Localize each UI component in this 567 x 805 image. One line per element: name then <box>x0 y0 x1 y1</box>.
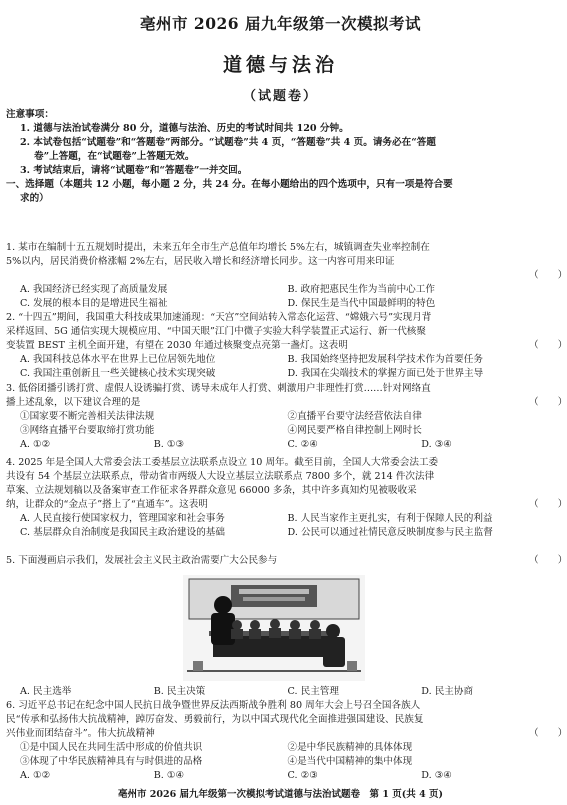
option-b: B. 人民当家作主更扎实，有利于保障人民的利益 <box>287 513 493 524</box>
question-stem: 3. 低俗团播引诱打赏、虚假人设诱骗打赏、诱导未成年人打赏、刺激用户非理性打赏……针对网络直 <box>6 383 431 394</box>
note-item: 3. 考试结束后，请将“试题卷”和“答题卷”一并交回。 <box>20 165 248 176</box>
option-b: B. ①④ <box>153 770 185 781</box>
option-d: D. 我国在尖端技术的掌握方面已处于世界主导 <box>287 368 484 379</box>
option-b: B. 民主决策 <box>153 686 206 697</box>
note-item: 卷”上答题，在“试题卷”上答题无效。 <box>34 151 195 162</box>
question-stem: 共设有 54 个基层立法联系点，带动省市两级人大设立基层立法联系点 7800 多个，就 214 件次法律 <box>6 471 435 482</box>
question-stem: 5. 下面漫画启示我们，发展社会主义民主政治需要广大公民参与 <box>6 555 278 566</box>
answer-paren: （ ） <box>529 555 567 566</box>
option-c: C. 发展的根本目的是增进民生福祉 <box>20 298 168 309</box>
question-4 <box>6 456 567 540</box>
question-2 <box>6 311 567 381</box>
option-d: D. 保民生是当代中国最鲜明的特色 <box>287 298 436 309</box>
question-1 <box>6 241 567 311</box>
subject-title: 道德与法治 <box>222 54 338 76</box>
statement-1: ①是中国人民在共同生活中形成的价值共识 <box>20 742 203 753</box>
question-stem: 6. 习近平总书记在纪念中国人民抗日战争暨世界反法西斯战争胜利 80 周年大会上号召全国各族人 <box>6 700 421 711</box>
option-a: A. 我国经济已经实现了高质量发展 <box>20 284 168 295</box>
exam-title: 亳州市 2026 届九年级第一次模拟考试 <box>140 14 421 33</box>
option-d: D. 公民可以通过社情民意反映制度参与民主监督 <box>287 527 493 538</box>
statement-4: ④是当代中国精神的集中体现 <box>287 756 413 767</box>
option-c: C. 基层群众自治制度是我国民主政治建设的基础 <box>20 527 225 538</box>
option-b: B. 我国始终坚持把发展科学技术作为首要任务 <box>287 354 483 365</box>
note-item: 2. 本试卷包括“试题卷”和“答题卷”两部分。“试题卷”共 4 页，“答题卷”共 4 页。请务必在“答题 <box>20 137 436 148</box>
notes-block <box>6 108 555 206</box>
option-d: D. ③④ <box>421 770 452 781</box>
statement-4: ④网民要严格自律控制上网时长 <box>287 425 422 436</box>
option-c: C. 民主管理 <box>287 686 339 697</box>
answer-paren: （ ） <box>529 340 567 351</box>
question-3 <box>6 382 567 452</box>
question-stem: 4. 2025 年是全国人大常委会法工委基层立法联系点设立 10 周年。截至目前，全国人大常委会法工委 <box>6 457 439 468</box>
statement-2: ②直播平台要守法经营依法自律 <box>287 411 422 422</box>
option-c: C. ②③ <box>287 770 318 781</box>
answer-paren: （ ） <box>529 270 567 281</box>
section-heading: 一、选择题（本题共 12 小题，每小题 2 分，共 24 分。在每小题给出的四个选项中，只有一项是符合要 <box>6 179 453 190</box>
statement-3: ③网络直播平台要取缔打赏功能 <box>20 425 155 436</box>
section-heading-cont: 求的） <box>20 193 49 204</box>
question-5 <box>6 554 567 568</box>
option-c: C. ②④ <box>287 439 318 450</box>
option-b: B. ①③ <box>153 439 185 450</box>
option-b: B. 政府把惠民生作为当前中心工作 <box>287 284 435 295</box>
question-stem: 纳，让群众的“金点子”搭上了“直通车”。这表明 <box>6 499 208 510</box>
option-a: A. 民主选举 <box>20 686 72 697</box>
answer-paren: （ ） <box>529 728 567 739</box>
option-c: C. 我国注重创新且一些关键核心技术实现突破 <box>20 368 216 379</box>
question-stem: 采样返回、5G 通信实现大规模应用、“中国天眼”江门中微子实验大科学装置正式运行、新一代核聚 <box>6 326 426 337</box>
question-6 <box>6 699 567 783</box>
cartoon-illustration <box>183 575 365 681</box>
question-stem: 1. 某市在编制十五五规划时提出，未来五年全市生产总值年均增长 5%左右，城镇调查失业率控制在 <box>6 242 430 253</box>
question-stem: 2. “十四五”期间，我国重大科技成果加速涌现：“天宫”空间站转入常态化运营、“嫦娥六号”实现月背 <box>6 312 432 323</box>
statement-1: ①国家要不断完善相关法律法规 <box>20 411 155 422</box>
question-stem: 草案、立法规划稿以及备案审查工作征求各界群众意见 66000 多条，其中许多真知灼见被吸收采 <box>6 485 417 496</box>
paper-type: （试题卷） <box>242 89 318 104</box>
note-item: 1. 道德与法治试卷满分 80 分，道德与法治、历史的考试时间共 120 分钟。 <box>20 123 349 134</box>
answer-paren: （ ） <box>529 397 567 408</box>
option-a: A. 我国科技总体水平在世界上已位居领先地位 <box>20 354 216 365</box>
question-stem: 民“传承和弘扬伟大抗战精神，踔厉奋发、勇毅前行，为以中国式现代化全面推进强国建设、民族复 <box>6 714 424 725</box>
option-a: A. 人民直接行使国家权力，管理国家和社会事务 <box>20 513 225 524</box>
option-d: D. 民主协商 <box>421 686 474 697</box>
statement-2: ②是中华民族精神的具体体现 <box>287 742 413 753</box>
notes-title: 注意事项： <box>6 109 54 120</box>
question-stem: 变装置 BEST 主机全面开建，有望在 2030 年通过核聚变点亮第一盏灯。这表明 <box>6 340 348 351</box>
question-stem: 兴伟业而团结奋斗”。伟大抗战精神 <box>6 728 155 739</box>
option-a: A. ①② <box>20 770 51 781</box>
question-stem: 播上述乱象，以下建议合理的是 <box>6 397 141 408</box>
question-stem: 5%以内，居民消费价格涨幅 2%左右，居民收入增长和经济增长同步。这一内容可用来印证 <box>6 256 395 267</box>
option-a: A. ①② <box>20 439 51 450</box>
answer-paren: （ ） <box>529 499 567 510</box>
question-5-options <box>6 685 555 699</box>
option-d: D. ③④ <box>421 439 452 450</box>
page-footer: 亳州市 2026 届九年级第一次模拟考试道德与法治试题卷 第 1 页(共 4 页) <box>118 789 443 800</box>
statement-3: ③体现了中华民族精神具有与时俱进的品格 <box>20 756 203 767</box>
